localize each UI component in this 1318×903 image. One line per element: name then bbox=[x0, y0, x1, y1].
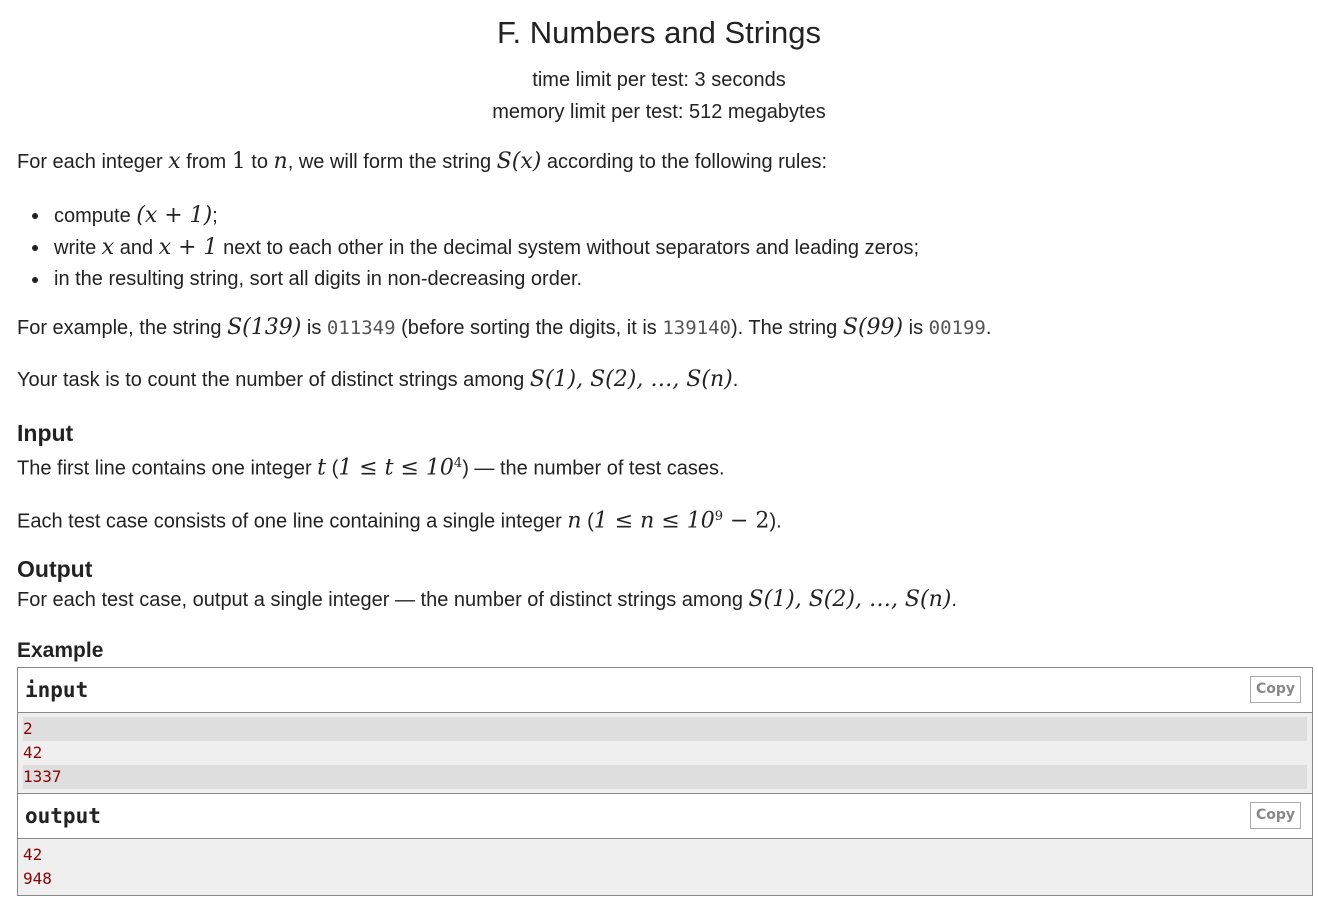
input-line: 42 bbox=[23, 743, 43, 762]
memory-limit: memory limit per test: 512 megabytes bbox=[492, 101, 826, 123]
output-line: 42 bbox=[23, 845, 43, 864]
list-item bbox=[17, 232, 919, 264]
text: is bbox=[301, 317, 327, 339]
example-input-header bbox=[18, 668, 1312, 713]
math-one: 1 bbox=[231, 149, 246, 174]
math: S(1), S(2), …, S(n) bbox=[529, 367, 733, 392]
statement-paragraph-1 bbox=[17, 148, 827, 176]
text: , we will form the string bbox=[287, 151, 497, 173]
text: in the resulting string, sort all digits in non-decreasing order. bbox=[54, 268, 583, 290]
text: from bbox=[180, 151, 232, 173]
math: S(99) bbox=[842, 315, 904, 340]
text: and bbox=[114, 237, 159, 259]
text: For example, the string bbox=[17, 317, 228, 339]
math: S(139) bbox=[227, 315, 302, 340]
example-output-header bbox=[18, 794, 1312, 839]
example-output-box bbox=[17, 793, 1313, 896]
problem-title: F. Numbers and Strings bbox=[497, 15, 821, 50]
text: The first line contains one integer bbox=[17, 457, 318, 480]
list-item bbox=[17, 200, 919, 232]
text: ). bbox=[769, 510, 782, 533]
math: t bbox=[317, 455, 327, 481]
math: 1 ≤ n ≤ 10 bbox=[593, 508, 715, 534]
example-input-box bbox=[17, 667, 1313, 794]
math: x bbox=[101, 235, 115, 260]
superscript: 9 bbox=[714, 509, 724, 524]
statement-paragraph-2 bbox=[17, 314, 991, 342]
copy-output-button[interactable]: Copy bbox=[1250, 802, 1301, 829]
input-label: input bbox=[25, 678, 89, 702]
example-output-body[interactable] bbox=[18, 839, 1312, 895]
list-item bbox=[17, 264, 919, 295]
math: S(1), S(2), …, S(n) bbox=[748, 587, 952, 612]
text: . bbox=[985, 317, 992, 339]
text: compute bbox=[54, 205, 137, 227]
text: is bbox=[903, 317, 929, 339]
math-sx: S(x) bbox=[496, 149, 542, 174]
text: Your task is to count the number of distinct strings among bbox=[17, 369, 530, 391]
math-x: x bbox=[168, 149, 181, 174]
math: (x + 1) bbox=[136, 203, 213, 228]
rules-list bbox=[17, 200, 919, 295]
example-input-body[interactable] bbox=[18, 713, 1312, 793]
text: write bbox=[54, 237, 102, 259]
input-line: 1337 bbox=[23, 765, 1307, 789]
text: ; bbox=[212, 205, 218, 227]
code: 139140 bbox=[662, 317, 731, 339]
statement-paragraph-3 bbox=[17, 366, 738, 394]
text: For each integer bbox=[17, 151, 169, 173]
copy-input-button[interactable]: Copy bbox=[1250, 676, 1301, 703]
output-line-1 bbox=[17, 586, 957, 614]
input-line-2 bbox=[17, 503, 782, 536]
text: according to the following rules: bbox=[541, 151, 828, 173]
time-limit: time limit per test: 3 seconds bbox=[532, 69, 786, 91]
math: n bbox=[567, 508, 582, 534]
output-label: output bbox=[25, 804, 101, 828]
bullet-dot bbox=[32, 245, 38, 251]
text: ( bbox=[581, 510, 594, 533]
text: next to each other in the decimal system without separators and leading zeros; bbox=[217, 237, 920, 259]
text: ) — the number of test cases. bbox=[462, 457, 725, 480]
text: to bbox=[245, 151, 274, 173]
text: . bbox=[951, 589, 957, 611]
code: 011349 bbox=[326, 317, 396, 339]
text: For each test case, output a single integer — the number of distinct strings among bbox=[17, 589, 749, 611]
math: 1 ≤ t ≤ 10 bbox=[338, 455, 454, 481]
bullet-dot bbox=[32, 277, 38, 283]
text: Each test case consists of one line containing a single integer bbox=[17, 510, 568, 533]
bullet-dot bbox=[32, 213, 38, 219]
text: . bbox=[732, 369, 739, 391]
math-n: n bbox=[273, 149, 288, 174]
code: 00199 bbox=[928, 317, 986, 339]
example-title: Example bbox=[17, 639, 104, 662]
input-line-1 bbox=[17, 450, 725, 483]
text: (before sorting the digits, it is bbox=[395, 317, 663, 339]
input-line: 2 bbox=[23, 717, 1307, 741]
math: x + 1 bbox=[158, 235, 218, 260]
text: ). The string bbox=[730, 317, 843, 339]
output-section-title: Output bbox=[17, 556, 93, 582]
output-line: 948 bbox=[23, 869, 52, 888]
superscript: 4 bbox=[453, 456, 463, 471]
input-section-title: Input bbox=[17, 420, 74, 446]
text: ( bbox=[326, 457, 339, 480]
math: − 2 bbox=[723, 508, 770, 534]
